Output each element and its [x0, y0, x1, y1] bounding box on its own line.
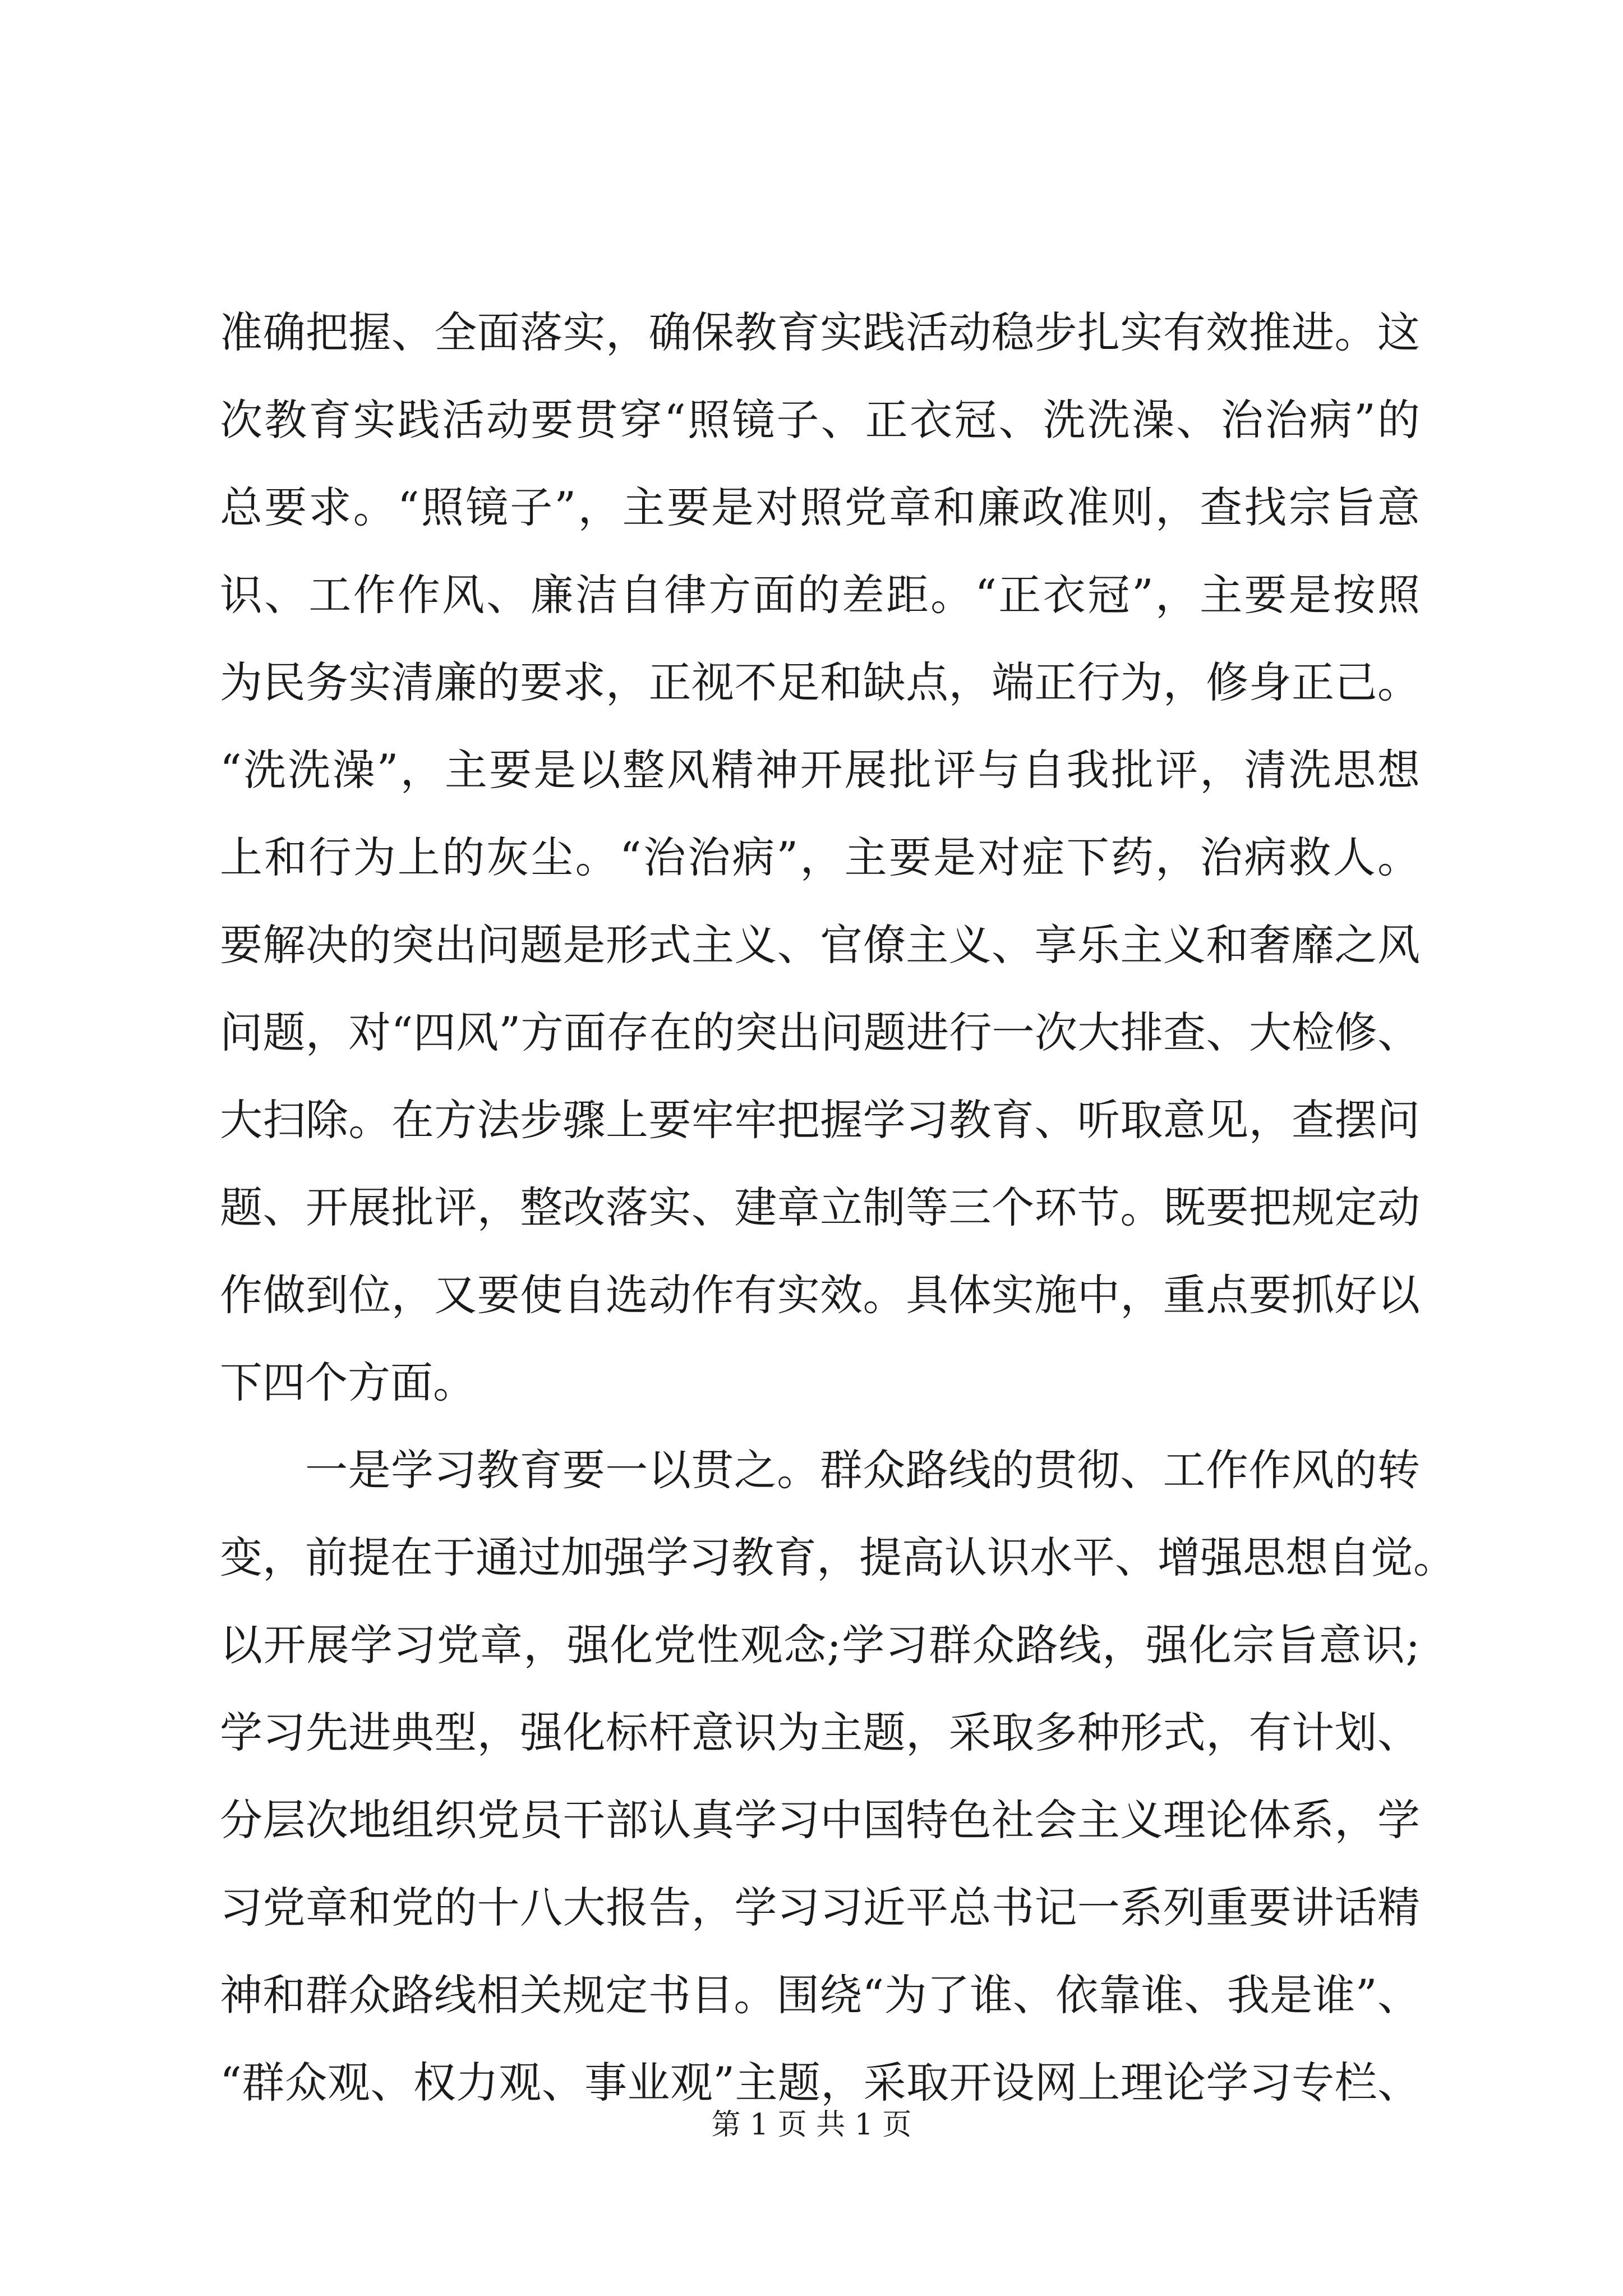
- text-line: 大扫除。在方法步骤上要牢牢把握学习教育、听取意见，查摆问: [220, 1095, 1420, 1145]
- text-line: 变，前提在于通过加强学习教育，提高认识水平、增强思想自觉。: [220, 1533, 1456, 1582]
- text-line: 上和行为上的灰尘。“治治病”，主要是对症下药，治病救人。: [220, 832, 1420, 882]
- text-line: 学习先进典型，强化标杆意识为主题，采取多种形式，有计划、: [220, 1708, 1420, 1757]
- paragraph-first-line: 一是学习教育要一以贯之。群众路线的贯彻、工作作风的转: [305, 1445, 1420, 1495]
- text-line: 分层次地组织党员干部认真学习中国特色社会主义理论体系，学: [220, 1795, 1420, 1845]
- text-line: 要解决的突出问题是形式主义、官僚主义、享乐主义和奢靡之风: [220, 920, 1420, 970]
- text-line: 下四个方面。: [220, 1358, 476, 1407]
- text-line: 问题，对“四风”方面存在的突出问题进行一次大排查、大检修、: [220, 1007, 1420, 1057]
- text-line: “洗洗澡”，主要是以整风精神开展批评与自我批评，清洗思想: [220, 745, 1420, 795]
- text-line: 次教育实践活动要贯穿“照镜子、正衣冠、洗洗澡、治治病”的: [220, 395, 1420, 445]
- text-line: 准确把握、全面落实，确保教育实践活动稳步扎实有效推进。这: [220, 307, 1420, 357]
- text-line: 题、开展批评，整改落实、建章立制等三个环节。既要把规定动: [220, 1182, 1420, 1232]
- text-line: 识、工作作风、廉洁自律方面的差距。“正衣冠”，主要是按照: [220, 570, 1420, 620]
- text-line: 为民务实清廉的要求，正视不足和缺点，端正行为，修身正己。: [220, 657, 1420, 707]
- text-line: 以开展学习党章，强化党性观念;学习群众路线，强化宗旨意识;: [220, 1620, 1420, 1670]
- text-line: 总要求。“照镜子”，主要是对照党章和廉政准则，查找宗旨意: [220, 482, 1420, 532]
- page-footer: [0, 2101, 1623, 2143]
- text-line: 习党章和党的十八大报告，学习习近平总书记一系列重要讲话精: [220, 1883, 1420, 1932]
- document-body: [220, 289, 1456, 2127]
- text-line: 作做到位，又要使自选动作有实效。具体实施中，重点要抓好以: [220, 1270, 1420, 1320]
- text-line: 神和群众路线相关规定书目。围绕“为了谁、依靠谁、我是谁”、: [220, 1970, 1420, 2020]
- page-number-label: 第 1 页 共 1 页: [711, 2108, 912, 2142]
- text-line: “群众观、权力观、事业观”主题，采取开设网上理论学习专栏、: [220, 2058, 1420, 2108]
